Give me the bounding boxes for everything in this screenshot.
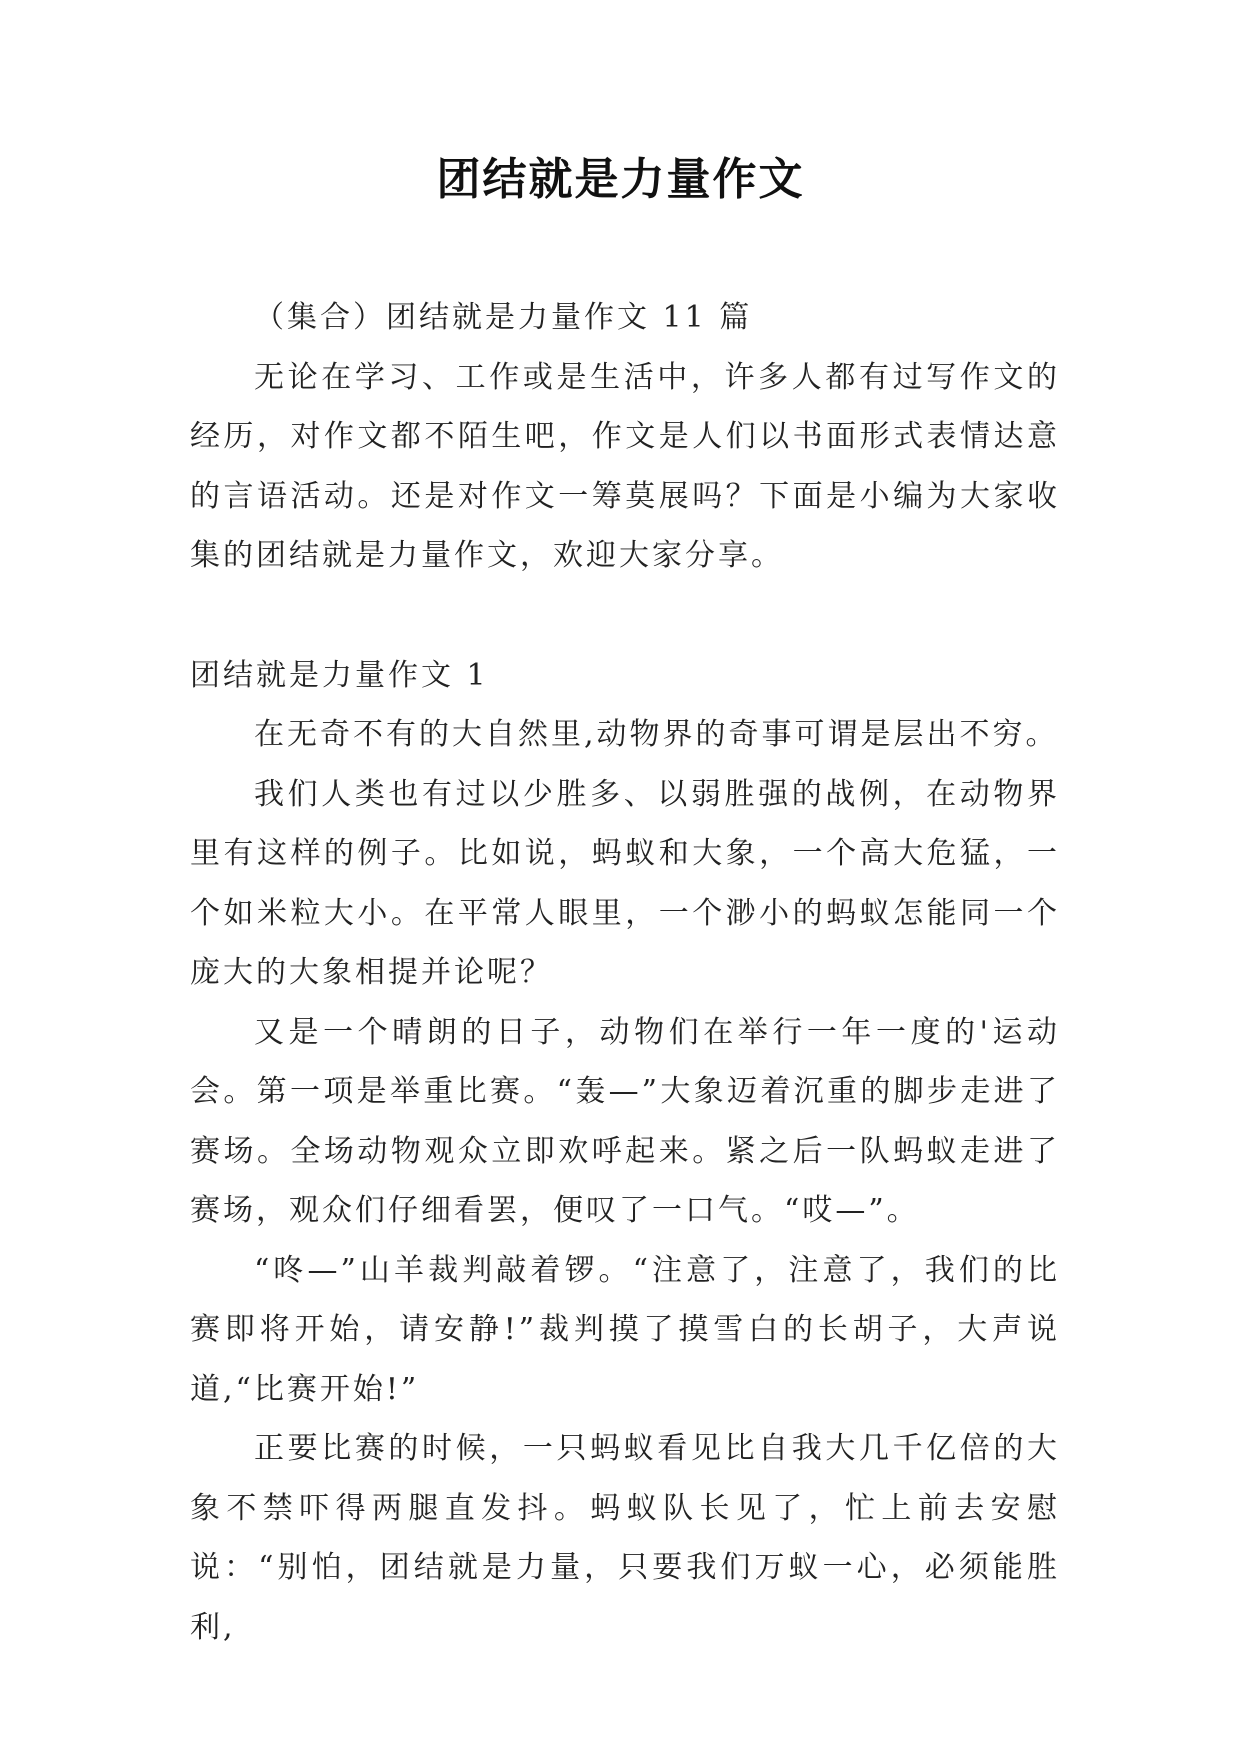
body-paragraph: 正要比赛的时候，一只蚂蚁看见比自我大几千亿倍的大象不禁吓得两腿直发抖。蚂蚁队长见了，忙上前去安慰说：“别怕，团结就是力量，只要我们万蚁一心，必须能胜利,	[190, 1431, 1060, 1645]
section-heading: 团结就是力量作文 1	[190, 657, 489, 693]
document-body	[190, 288, 1060, 1657]
body-paragraph: 我们人类也有过以少胜多、以弱胜强的战例，在动物界里有这样的例子。比如说，蚂蚁和大象，一个高大危猛，一个如米粒大小。在平常人眼里，一个渺小的蚂蚁怎能同一个庞大的大象相提并论呢？	[190, 776, 1060, 990]
intro-paragraph: 无论在学习、工作或是生活中，许多人都有过写作文的经历，对作文都不陌生吧，作文是人们以书面形式表情达意的言语活动。还是对作文一筹莫展吗？下面是小编为大家收集的团结就是力量作文，欢迎大家分享。	[190, 359, 1060, 573]
section-spacer	[190, 586, 1060, 646]
body-paragraph: 又是一个晴朗的日子，动物们在举行一年一度的'运动会。第一项是举重比赛。“轰—”大象迈着沉重的脚步走进了赛场。全场动物观众立即欢呼起来。紧之后一队蚂蚁走进了赛场，观众们仔细看罢，便叹了一口气。“哎—”。	[190, 1014, 1060, 1228]
body-paragraph: “咚—”山羊裁判敲着锣。“注意了，注意了，我们的比赛即将开始，请安静!”裁判摸了摸雪白的长胡子，大声说道,“比赛开始!”	[190, 1252, 1060, 1407]
body-paragraph: 在无奇不有的大自然里,动物界的奇事可谓是层出不穷。	[254, 717, 1059, 752]
document-title: 团结就是力量作文	[436, 154, 805, 205]
collection-subtitle: （集合）团结就是力量作文 11 篇	[254, 300, 753, 335]
